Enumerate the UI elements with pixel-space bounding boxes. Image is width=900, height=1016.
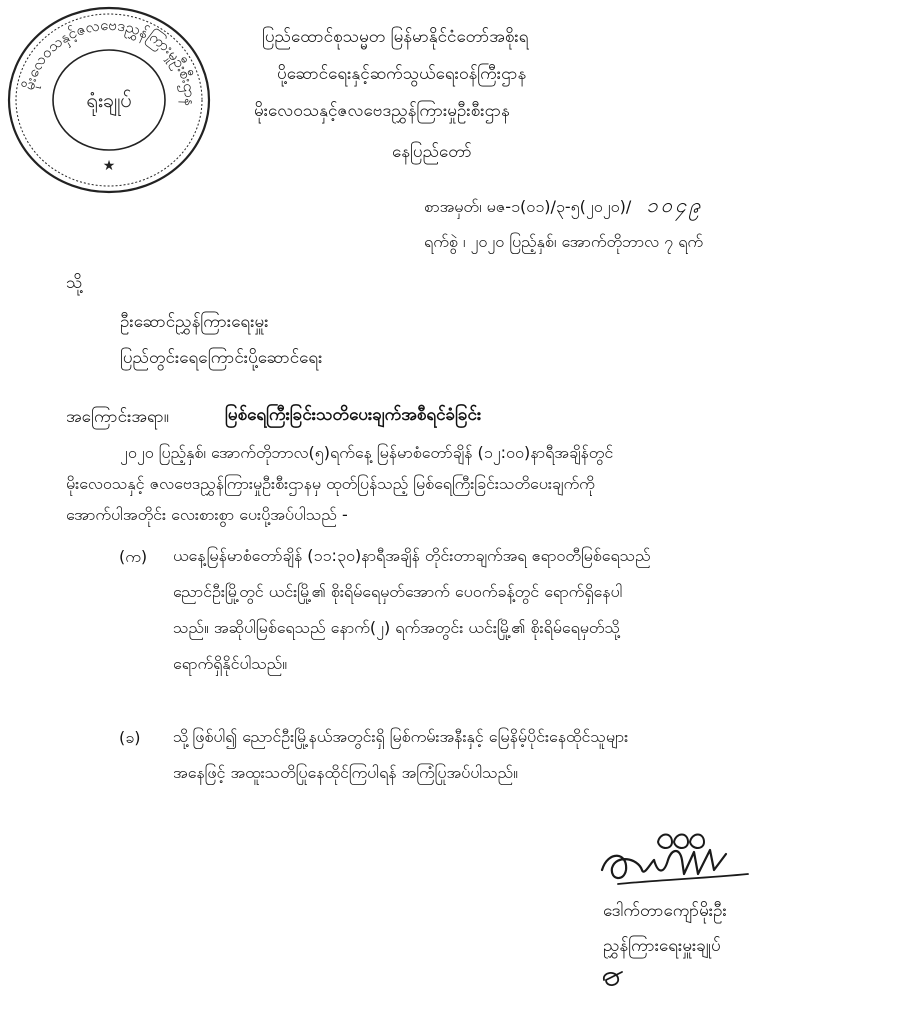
to-label: သို့ xyxy=(66,273,83,293)
seal-star-icon: ★ xyxy=(102,158,116,174)
intro-line: အောက်ပါအတိုင်း လေးစားစွာ ပေးပို့အပ်ပါသည် - xyxy=(66,505,348,524)
intro-paragraph xyxy=(66,437,838,530)
seal-ring-text: မိုးလေဝသနှင့်ဇလဗေဒညွှန်ကြားမှုဦးစီးဌာန xyxy=(19,15,200,107)
item-kha-marker: (ခ) xyxy=(119,728,141,747)
signatory-title: ညွှန်ကြားရေးမှူးချုပ် xyxy=(603,936,721,956)
item-ka-line: ရောက်ရှိနိုင်ပါသည်။ xyxy=(173,654,288,673)
seal-center-text: ရုံးချုပ် xyxy=(86,88,132,112)
header-government: ပြည်ထောင်စုသမ္မတ မြန်မာနိုင်ငံတော်အစိုးရ xyxy=(262,27,529,47)
item-ka-line: ယနေ့မြန်မာစံတော်ချိန် (၁၁:၃၀)နာရီအချိန် တိုင်းတာချက်အရ ဧရာဝတီမြစ်ရေသည် xyxy=(173,546,651,565)
recipient-title: ဦးဆောင်ညွှန်ကြားရေးမှူး xyxy=(120,312,269,332)
item-ka-line: ညောင်ဦးမြို့တွင် ယင်းမြို့၏ စိုးရိမ်ရေမှတ်အောက် ပေ၀က်ခန့်တွင် ရောက်ရှိနေပါ xyxy=(173,582,623,601)
item-kha-line: အနေဖြင့် အထူးသတိပြုနေထိုင်ကြပါရန် အကြံပြုအပ်ပါသည်။ xyxy=(173,763,518,782)
header-department: မိုးလေဝသနှင့်ဇလဗေဒညွှန်ကြားမှုဦးစီးဌာန xyxy=(254,101,510,121)
signatory-name: ဒေါက်တာကျော်မိုးဦး xyxy=(603,901,727,921)
item-ka-line: သည်။ အဆိုပါမြစ်ရေသည် နောက်(၂) ရက်အတွင်း ယင်းမြို့၏ စိုးရိမ်ရေမှတ်သို့ xyxy=(173,618,620,637)
header-city: နေပြည်တော် xyxy=(392,142,472,162)
subject-label: အကြောင်းအရာ။ xyxy=(66,407,169,427)
reference-number-label: စာအမှတ်၊ မဇ-၁(၀၁)/၃-၅(၂၀၂၀)/ xyxy=(424,197,632,216)
item-ka-paragraph xyxy=(173,540,838,679)
handwritten-signature xyxy=(598,830,768,890)
letter-date: ရက်စွဲ ၊ ၂၀၂၀ ပြည့်နှစ်၊ အောက်တိုဘာလ ၇ ရက် xyxy=(424,232,704,251)
intro-line: မိုးလေဝသနှင့် ဇလဗေဒညွှန်ကြားမှုဦးစီးဌာနမှ ထုတ်ပြန်သည့် မြစ်ရေကြီးခြင်းသတိပေးချက်ကို xyxy=(66,474,595,493)
header-ministry: ပို့ဆောင်ရေးနှင့်ဆက်သွယ်ရေးဝန်ကြီးဌာန xyxy=(277,64,527,84)
subject-text: မြစ်ရေကြီးခြင်းသတိပေးချက်အစီရင်ခံခြင်း xyxy=(225,405,482,425)
intro-line: ၂၀၂၀ ပြည့်နှစ်၊ အောက်တိုဘာလ(၅)ရက်နေ့ မြန်မာစံတော်ချိန် (၁၂:၀၀)နာရီအချိန်တွင် xyxy=(120,443,614,462)
reference-number xyxy=(424,194,703,218)
recipient-organization: ပြည်တွင်းရေကြောင်းပို့ဆောင်ရေး xyxy=(120,348,323,368)
item-kha-line: သို့ဖြစ်ပါ၍ ညောင်ဦးမြို့နယ်အတွင်းရှိ မြစ်ကမ်းအနီးနှင့် မြေနိမ့်ပိုင်းနေထိုင်သူများ xyxy=(173,727,629,746)
office-seal xyxy=(2,2,216,198)
reference-number-handwritten: ၁၀၄၉ xyxy=(646,193,704,217)
handwritten-initial-mark xyxy=(598,966,628,990)
item-kha-paragraph xyxy=(173,721,838,788)
item-ka-marker: (က) xyxy=(119,547,148,566)
